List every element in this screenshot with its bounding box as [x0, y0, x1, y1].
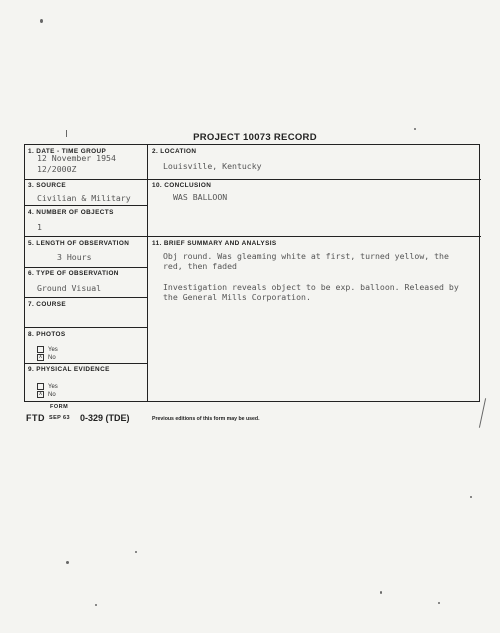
photos-yes-option: [37, 346, 58, 353]
editions-note: Previous editions of this form may be used.: [152, 415, 260, 422]
divider: [25, 267, 148, 268]
summary-paragraph-1: Obj round. Was gleaming white at first, turned yellow, the red, then faded: [163, 251, 449, 271]
photos-no-option: [37, 354, 56, 361]
photos-yes-checkbox: [37, 346, 44, 353]
time-value: 12/2000Z: [37, 164, 77, 174]
page-title: PROJECT 10073 RECORD: [193, 132, 317, 143]
conclusion-value: WAS BALLOON: [173, 192, 228, 202]
divider: [147, 179, 481, 180]
physical-evidence-yes-label: Yes: [48, 383, 58, 390]
scan-speck: [414, 128, 416, 130]
type-of-observation-label: 6. TYPE OF OBSERVATION: [28, 270, 119, 277]
scan-speck: [470, 496, 472, 498]
divider: [25, 363, 148, 364]
physical-evidence-no-option: [37, 391, 56, 398]
length-of-observation-value: 3 Hours: [57, 252, 92, 262]
source-value: Civilian & Military: [37, 193, 131, 203]
location-label: 2. LOCATION: [152, 148, 197, 155]
scan-speck: [66, 561, 69, 564]
form-date: SEP 63: [49, 415, 70, 421]
summary-label: 11. BRIEF SUMMARY AND ANALYSIS: [152, 240, 277, 247]
length-of-observation-label: 5. LENGTH OF OBSERVATION: [28, 240, 130, 247]
physical-evidence-yes-checkbox: [37, 383, 44, 390]
form-number: 0-329 (TDE): [80, 413, 130, 423]
form-word: FORM: [50, 404, 69, 410]
source-label: 3. SOURCE: [28, 182, 67, 189]
divider: [25, 179, 148, 180]
course-label: 7. COURSE: [28, 301, 67, 308]
physical-evidence-label: 9. PHYSICAL EVIDENCE: [28, 366, 110, 373]
photos-no-checkbox: X: [38, 354, 43, 360]
scan-speck: [95, 604, 97, 606]
ftd-code: FTD: [26, 413, 45, 423]
divider: [25, 297, 148, 298]
scan-speck: [438, 602, 440, 604]
scan-speck: [380, 591, 382, 594]
record-form: [24, 144, 480, 402]
conclusion-label: 10. CONCLUSION: [152, 182, 212, 189]
photos-yes-label: Yes: [48, 346, 58, 353]
type-of-observation-value: Ground Visual: [37, 283, 102, 293]
scan-speck: [135, 551, 137, 553]
physical-evidence-yes-option: [37, 383, 58, 390]
scan-speck: [66, 130, 67, 137]
scan-mark: [479, 398, 486, 428]
divider: [25, 205, 148, 206]
photos-label: 8. PHOTOS: [28, 331, 66, 338]
date-time-label: 1. DATE - TIME GROUP: [28, 148, 107, 155]
number-of-objects-value: 1: [37, 222, 42, 232]
divider: [25, 327, 148, 328]
number-of-objects-label: 4. NUMBER OF OBJECTS: [28, 209, 114, 216]
scan-speck: [40, 19, 43, 23]
physical-evidence-no-checkbox: X: [38, 391, 43, 397]
physical-evidence-no-label: No: [48, 391, 56, 398]
location-value: Louisville, Kentucky: [163, 161, 262, 171]
date-value: 12 November 1954: [37, 153, 116, 163]
divider: [25, 236, 481, 237]
summary-paragraph-2: Investigation reveals object to be exp. balloon. Released by the General Mills Corporation.: [163, 282, 459, 302]
photos-no-label: No: [48, 354, 56, 361]
